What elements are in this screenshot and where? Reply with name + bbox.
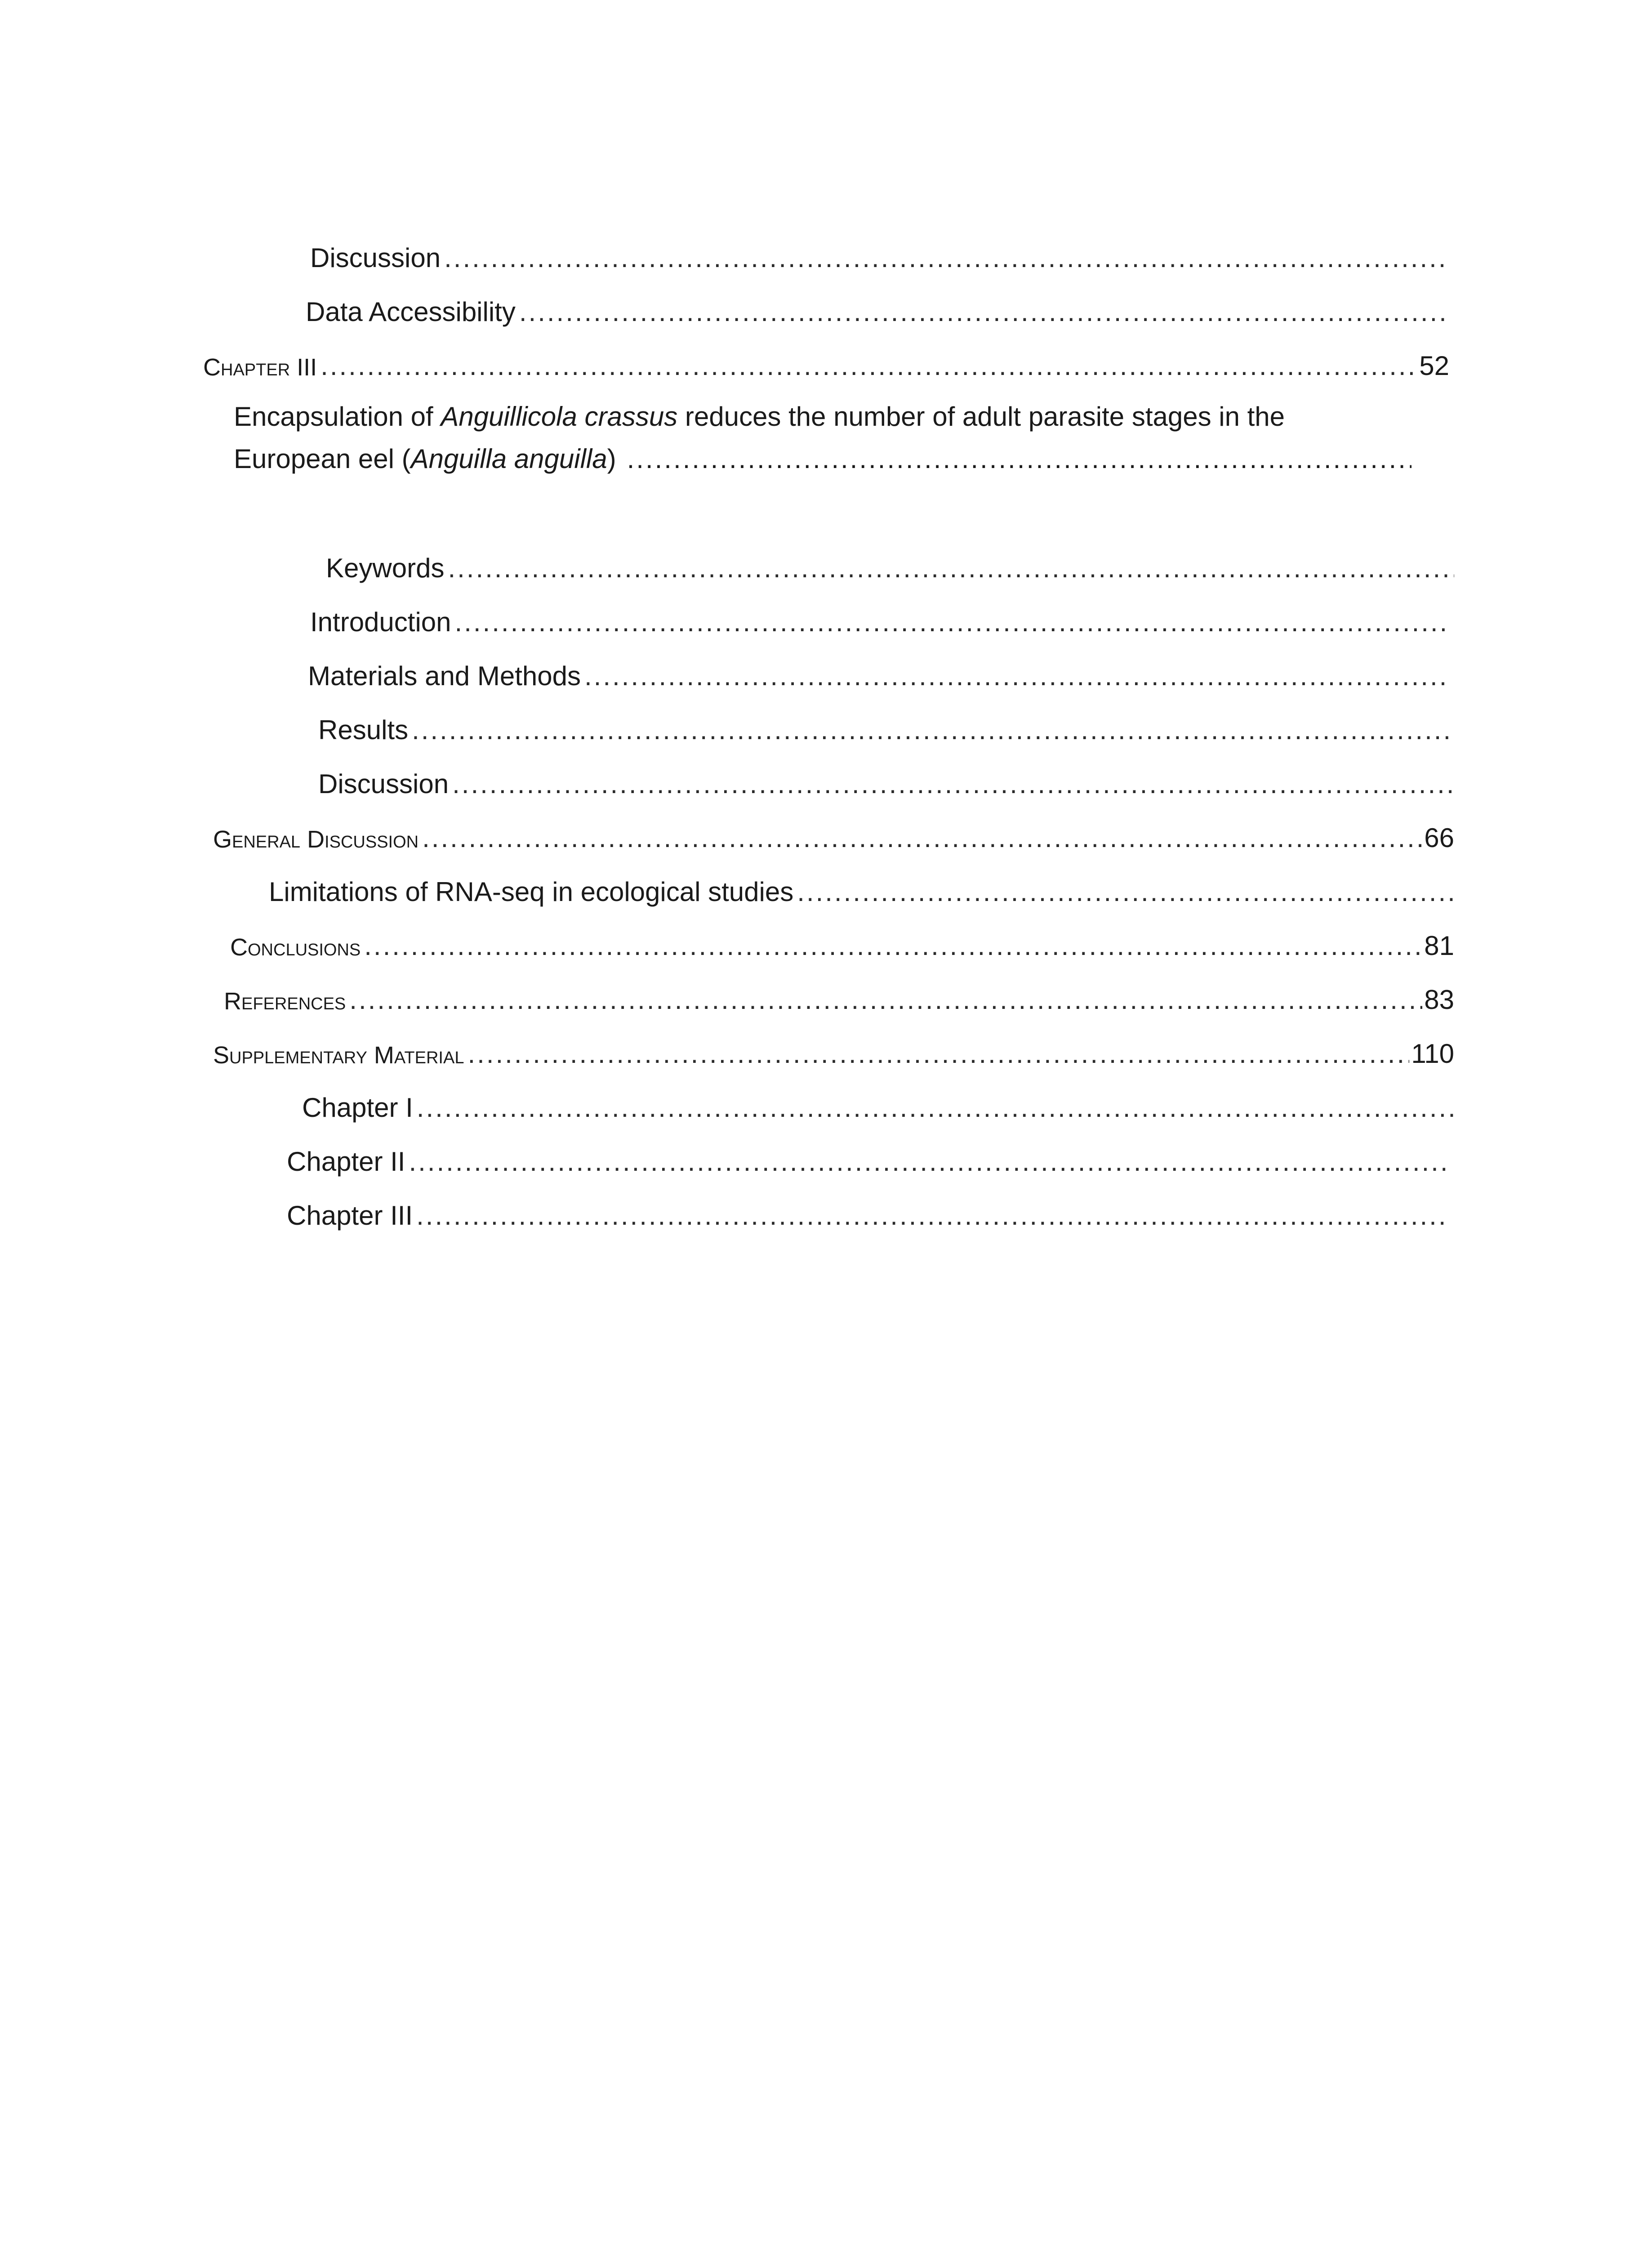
dot-leader [321, 350, 1417, 382]
dot-leader [448, 552, 1454, 584]
toc-entry-discussion[interactable] [310, 234, 1447, 274]
dot-leader [468, 1038, 1409, 1070]
toc-entry-label: References [224, 988, 346, 1015]
toc-entry-label: Limitations of RNA-seq in ecological studies [269, 877, 794, 907]
toc-entry-label: Results [318, 715, 409, 745]
toc-entry-supplementary[interactable] [213, 1030, 1454, 1070]
toc-entry-label: Data Accessibility [306, 297, 516, 327]
chapter-3-title-line-1: Encapsulation of Anguillicola crassus reduces the number of adult parasite stages in the [234, 401, 1285, 432]
toc-entry-label: Chapter III [287, 1200, 413, 1231]
dot-leader [797, 876, 1454, 908]
toc-page-number: 66 [1424, 823, 1454, 853]
toc-entry-supp-chapter-1[interactable] [302, 1084, 1454, 1124]
dot-leader [616, 438, 1412, 480]
dot-leader [364, 930, 1422, 962]
dot-leader [416, 1200, 1450, 1232]
dot-leader [412, 714, 1454, 746]
toc-entry-introduction[interactable] [310, 598, 1447, 638]
toc-entry-label: Chapter III [203, 354, 317, 381]
toc-entry-label: Chapter II [287, 1146, 405, 1177]
toc-entry-discussion-2[interactable] [318, 760, 1454, 800]
toc-page-number: 81 [1424, 931, 1454, 961]
toc-entry-general-discussion[interactable] [213, 814, 1454, 854]
dot-leader [519, 296, 1447, 328]
toc-entry-label: General Discussion [213, 826, 419, 853]
toc-page-number: 52 [1419, 351, 1449, 381]
toc-entry-label: Supplementary Material [213, 1042, 464, 1069]
toc-entry-supp-chapter-2[interactable] [287, 1137, 1450, 1178]
toc-entry-label: Chapter I [302, 1093, 413, 1123]
toc-entry-keywords[interactable] [326, 544, 1454, 584]
toc-entry-label: Introduction [310, 607, 451, 637]
dot-leader [452, 768, 1454, 800]
toc-entry-data-accessibility[interactable] [306, 288, 1447, 328]
toc-entry-chapter-3[interactable] [203, 342, 1449, 382]
dot-leader [444, 242, 1447, 274]
toc-entry-label: Keywords [326, 553, 445, 583]
dot-leader [409, 1146, 1450, 1178]
dot-leader [417, 1092, 1454, 1124]
toc-entry-materials-methods[interactable] [308, 652, 1447, 692]
toc-page-number: 83 [1424, 985, 1454, 1015]
toc-entry-limitations[interactable] [269, 868, 1454, 908]
dot-leader [455, 606, 1447, 638]
chapter-3-title-line-2: European eel (Anguilla anguilla) ..... [234, 438, 1412, 480]
toc-entry-label: Discussion [318, 769, 449, 799]
toc-entry-conclusions[interactable] [230, 922, 1454, 962]
toc-entry-references[interactable] [224, 976, 1454, 1016]
dot-leader [584, 660, 1447, 692]
toc-entry-supp-chapter-3[interactable] [287, 1191, 1450, 1232]
toc-page-number: 110 [1411, 1039, 1454, 1069]
toc-entry-label: Materials and Methods [308, 661, 581, 691]
dot-leader [349, 984, 1422, 1016]
toc-entry-results[interactable] [318, 706, 1454, 746]
toc-entry-label: Conclusions [230, 934, 361, 961]
toc-entry-label: Discussion [310, 243, 441, 273]
chapter-3-title[interactable] [234, 396, 1412, 480]
dot-leader [422, 822, 1422, 854]
